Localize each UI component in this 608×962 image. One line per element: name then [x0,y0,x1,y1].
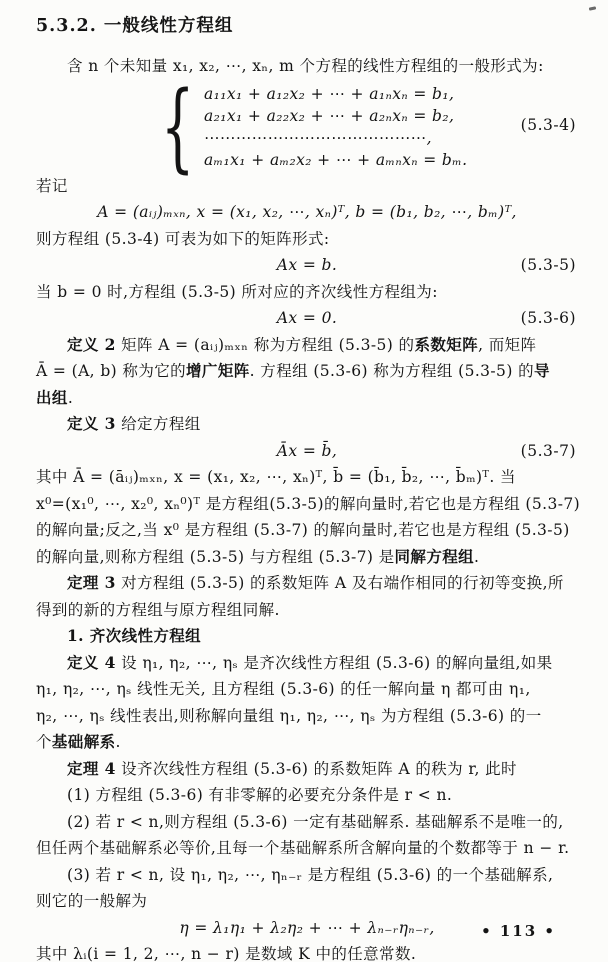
text-run: 个 [36,733,52,751]
text-run: 则它的一般解为 [36,892,148,910]
text-line [36,756,578,783]
text-run: 定理 3 [67,573,116,592]
text-line [36,570,578,597]
text-line [36,835,578,862]
text-run: 得到的新的方程组与原方程组同解. [36,600,280,619]
text-line [36,862,578,889]
text-run: 定义 4 [67,652,116,672]
text-line [36,809,578,836]
text-run: 的解向量;反之,当 x⁰ 是方程组 (5.3-7) 的解向量时,若它也是方程组 (5.3-5) [36,521,570,539]
text-run: 的解向量,则称方程组 (5.3-5) 与方程组 (5.3-7) 是 [36,547,395,566]
text-run: 同解方程组 [394,546,475,566]
equation-number: (5.3-5) [520,256,576,274]
text-line [36,729,578,756]
text-run: (2) 若 r < n,则方程组 (5.3-6) 一定有基础解系. 基础解系不是唯一的, [67,812,564,831]
text-run: 导 [534,361,550,380]
text-run: 矩阵 A = (aᵢⱼ)ₘₓₙ 称为方程组 (5.3-5) 的 [115,335,415,354]
page-number: • 113 • [481,922,556,940]
text-line [36,676,578,703]
text-run: 增广矩阵 [186,361,250,380]
text-line [36,173,578,200]
text-run: 则方程组 (5.3-4) 可表为如下的矩阵形式: [36,229,330,248]
text-run: 其中 λᵢ(i = 1, 2, ⋯, n − r) 是数域 K 中的任意常数. [36,945,417,962]
text-run: 定义 3 [67,414,116,433]
text-run: η₁, η₂, ⋯, ηₛ 线性无关, 且方程组 (5.3-6) 的任一解向量 η 都可由 η₁, [36,680,531,698]
text-run: 但任两个基础解系必等价,且每一个基础解系所含解向量的个数都等于 n − r. [36,839,570,857]
text-line [36,385,578,412]
equation-math: η = λ₁η₁ + λ₂η₂ + ⋯ + λₙ₋ᵣηₙ₋ᵣ, [179,918,435,937]
text-run: 含 n 个未知量 x₁, x₂, ⋯, xₙ, m 个方程的线性方程组的一般形式为: [67,57,544,75]
text-line [36,279,578,306]
text-run: 系数矩阵 [414,334,479,354]
text-line [36,517,578,544]
equation-math: Āx = b̄, [276,441,338,460]
text-run: 定理 4 [67,758,116,778]
equation-math: Ax = 0. [276,309,338,327]
display-equation [36,252,578,279]
text-line [36,888,578,915]
text-run: 1. 齐次线性方程组 [67,626,202,645]
equation-math: A = (aᵢⱼ)ₘₓₙ, x = (x₁, x₂, ⋯, xₙ)ᵀ, b = (b₁, b₂, ⋯, bₘ)ᵀ, [97,203,517,221]
equation-row: ⋯⋯⋯⋯⋯⋯⋯⋯⋯⋯⋯⋯⋯⋯, [203,128,432,147]
text-run: 基础解系 [51,732,116,751]
text-line [36,941,578,962]
text-run: 当 b = 0 时,方程组 (5.3-5) 所对应的齐次线性方程组为: [36,282,438,301]
text-run: 给定方程组 [115,415,201,433]
text-line [36,703,578,730]
text-run: η₂, ⋯, ηₛ 线性表出,则称解向量组 η₁, η₂, ⋯, ηₛ 为方程组 (5.3-6) 的一 [36,706,542,725]
text-run: 定义 2 [67,334,116,354]
text-line [36,332,578,359]
text-line [36,491,581,518]
text-run: , 而矩阵 [478,335,537,354]
text-run: 若记 [36,176,68,195]
text-run: 出组 [36,387,68,407]
equation-row: a₁₁x₁ + a₁₂x₂ + ⋯ + a₁ₙxₙ = b₁, [203,84,455,103]
scan-artifact [589,6,596,10]
text-run: (1) 方程组 (5.3-6) 有非零解的必要充分条件是 r < n. [67,786,453,804]
left-brace: { [160,70,195,183]
text-line [36,358,578,385]
equation-row: a₂₁x₁ + a₂₂x₂ + ⋯ + a₂ₙxₙ = b₂, [203,106,455,125]
text-run: 设齐次线性方程组 (5.3-6) 的系数矩阵 A 的秩为 r, 此时 [115,759,517,778]
equation-number: (5.3-4) [520,115,576,134]
text-run: x⁰=(x₁⁰, ⋯, x₂⁰, xₙ⁰)ᵀ 是方程组(5.3-5)的解向量时,若它也是方程组 (5.3-7) [36,494,581,513]
text-run: . 方程组 (5.3-6) 称为方程组 (5.3-5) 的 [249,362,534,380]
text-line [36,650,578,677]
section-content [36,53,581,962]
text-run: Ā = (A, b) 称为它的 [36,362,187,380]
text-line [36,226,578,253]
text-line [36,411,578,438]
text-run: . [67,388,74,407]
equation-math: Ax = b. [276,256,338,274]
text-run: . [474,547,480,566]
equation-number: (5.3-7) [520,441,576,460]
text-line [36,544,578,571]
text-line [36,53,578,80]
text-line [36,623,578,650]
equation-row: aₘ₁x₁ + aₘ₂x₂ + ⋯ + aₘₙxₙ = bₘ. [203,150,468,169]
text-run: 其中 Ā = (āᵢⱼ)ₘₓₙ, x = (x₁, x₂, ⋯, xₙ)ᵀ, b̄ = (b̄₁, b̄₂, ⋯, b̄ₘ)ᵀ. 当 [36,468,516,486]
page-body [36,12,581,962]
equation-system [36,70,578,183]
display-equation [36,438,578,465]
text-line [36,782,578,809]
display-equation [36,199,578,226]
text-run: 设 η₁, η₂, ⋯, ηₛ 是齐次线性方程组 (5.3-6) 的解向量组,如果 [115,653,553,672]
section-heading: 5.3.2. 一般线性方程组 [36,16,234,36]
display-equation [36,305,578,332]
text-run: 对方程组 (5.3-5) 的系数矩阵 A 及右端作相同的行初等变换,所 [115,574,564,592]
text-line [36,597,578,624]
equation-number: (5.3-6) [520,309,576,327]
equation-rows [204,83,468,171]
text-run: (3) 若 r < n, 设 η₁, η₂, ⋯, ηₙ₋ᵣ 是方程组 (5.3-6) 的一个基础解系, [67,865,554,884]
text-run: . [115,733,121,751]
text-line [36,464,578,491]
